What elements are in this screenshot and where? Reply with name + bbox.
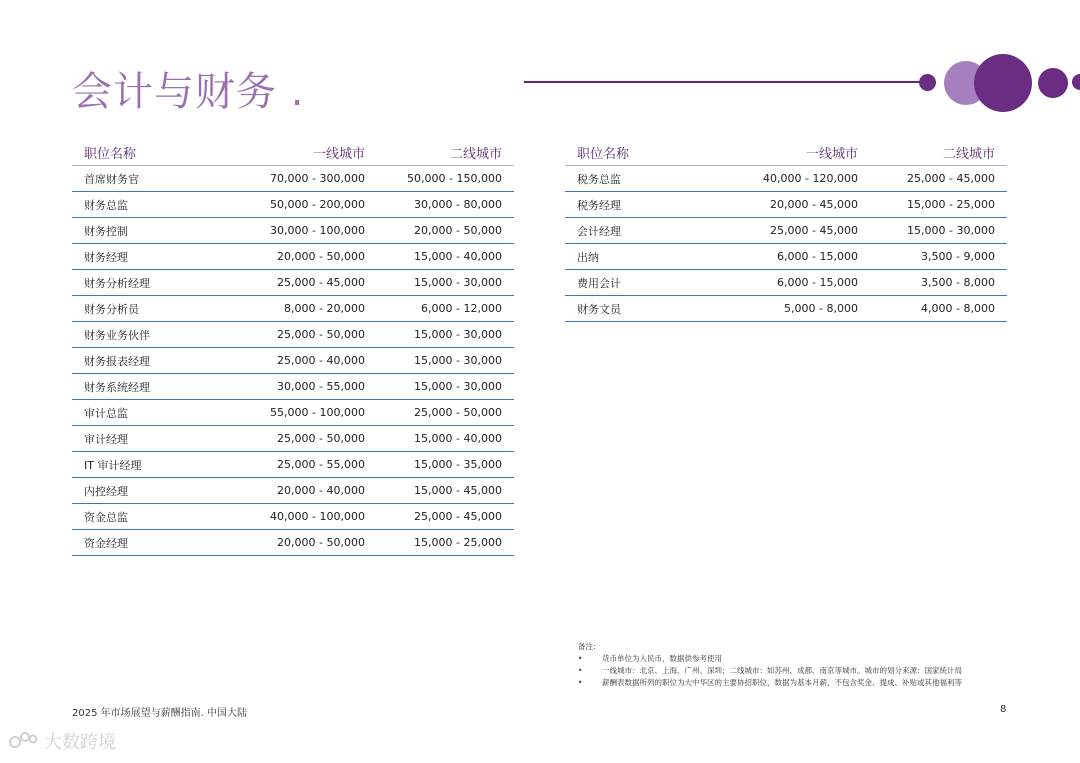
table-row — [565, 296, 1007, 322]
cell-tier1-salary: 20,000 - 50,000 — [240, 244, 377, 270]
cell-tier2-salary: 3,500 - 8,000 — [870, 270, 1007, 296]
cell-position: 费用会计 — [565, 270, 733, 296]
cell-position: 税务总监 — [565, 166, 733, 192]
cell-tier2-salary: 25,000 - 50,000 — [377, 400, 514, 426]
table-header-row — [565, 140, 1007, 166]
table-row — [72, 270, 514, 296]
cell-position: 资金总监 — [72, 504, 240, 530]
cell-tier1-salary: 40,000 - 120,000 — [733, 166, 870, 192]
salary-table-right — [565, 140, 1007, 322]
table-row — [565, 218, 1007, 244]
cell-tier1-salary: 6,000 - 15,000 — [733, 244, 870, 270]
page-number: 8 — [1000, 704, 1007, 715]
cell-position: 财务分析员 — [72, 296, 240, 322]
footnote-item: • 货币单位为人民币，数据供参考使用 — [578, 653, 1008, 665]
salary-table-left — [72, 140, 514, 556]
table-row — [565, 244, 1007, 270]
column-header-tier2: 二线城市 — [870, 140, 1007, 166]
cell-tier1-salary: 30,000 - 55,000 — [240, 374, 377, 400]
table-row — [72, 374, 514, 400]
cell-tier2-salary: 30,000 - 80,000 — [377, 192, 514, 218]
cell-tier1-salary: 30,000 - 100,000 — [240, 218, 377, 244]
cell-tier1-salary: 40,000 - 100,000 — [240, 504, 377, 530]
cell-tier2-salary: 15,000 - 30,000 — [377, 322, 514, 348]
cell-tier1-salary: 20,000 - 45,000 — [733, 192, 870, 218]
watermark-logo-icon — [8, 730, 38, 752]
cell-tier1-salary: 25,000 - 45,000 — [240, 270, 377, 296]
cell-tier2-salary: 15,000 - 30,000 — [377, 270, 514, 296]
decorative-circle — [1072, 74, 1080, 90]
watermark-text: 大数跨境 — [44, 732, 116, 753]
cell-tier1-salary: 50,000 - 200,000 — [240, 192, 377, 218]
cell-tier2-salary: 15,000 - 25,000 — [377, 530, 514, 556]
cell-position: 财务文员 — [565, 296, 733, 322]
footnotes-list — [578, 653, 1008, 689]
cell-position: 财务系统经理 — [72, 374, 240, 400]
table-row — [565, 166, 1007, 192]
cell-tier2-salary: 15,000 - 35,000 — [377, 452, 514, 478]
cell-position: 财务总监 — [72, 192, 240, 218]
decorative-circle — [1038, 68, 1068, 98]
cell-tier2-salary: 15,000 - 30,000 — [870, 218, 1007, 244]
cell-tier1-salary: 25,000 - 50,000 — [240, 322, 377, 348]
cell-position: 审计经理 — [72, 426, 240, 452]
cell-tier1-salary: 55,000 - 100,000 — [240, 400, 377, 426]
cell-position: 会计经理 — [565, 218, 733, 244]
column-header-tier2: 二线城市 — [377, 140, 514, 166]
cell-tier1-salary: 20,000 - 50,000 — [240, 530, 377, 556]
column-header-position: 职位名称 — [72, 140, 240, 166]
decorative-line — [524, 81, 924, 83]
table-row — [72, 478, 514, 504]
footnotes-heading: 备注: — [578, 642, 596, 651]
table-row — [72, 192, 514, 218]
cell-position: 税务经理 — [565, 192, 733, 218]
table-row — [72, 400, 514, 426]
table-row — [72, 426, 514, 452]
column-header-position: 职位名称 — [565, 140, 733, 166]
table-row — [72, 218, 514, 244]
footnote-item: • 薪酬表数据所列的职位为大中华区的主要协招职位，数据为基本月薪，不包含奖金、提成、补贴或其他福利等 — [578, 677, 1008, 689]
cell-tier1-salary: 5,000 - 8,000 — [733, 296, 870, 322]
cell-position: 财务分析经理 — [72, 270, 240, 296]
cell-tier1-salary: 6,000 - 15,000 — [733, 270, 870, 296]
cell-tier2-salary: 4,000 - 8,000 — [870, 296, 1007, 322]
decorative-circle — [919, 74, 936, 91]
cell-tier1-salary: 20,000 - 40,000 — [240, 478, 377, 504]
cell-tier2-salary: 15,000 - 40,000 — [377, 426, 514, 452]
cell-tier2-salary: 50,000 - 150,000 — [377, 166, 514, 192]
table-row — [72, 504, 514, 530]
cell-tier2-salary: 15,000 - 45,000 — [377, 478, 514, 504]
footnote-item: • 一线城市：北京、上海、广州、深圳；二线城市：如苏州、成都、南京等城市。城市的划分来源：国家统计局 — [578, 665, 1008, 677]
cell-position: 财务控制 — [72, 218, 240, 244]
cell-tier2-salary: 3,500 - 9,000 — [870, 244, 1007, 270]
page-title: 会计与财务 . — [72, 69, 305, 115]
table-row — [72, 244, 514, 270]
cell-position: 资金经理 — [72, 530, 240, 556]
cell-position: 首席财务官 — [72, 166, 240, 192]
cell-position: 审计总监 — [72, 400, 240, 426]
cell-tier2-salary: 6,000 - 12,000 — [377, 296, 514, 322]
cell-position: 财务经理 — [72, 244, 240, 270]
footer-text: 2025 年市场展望与薪酬指南. 中国大陆 — [72, 708, 247, 719]
cell-position: 内控经理 — [72, 478, 240, 504]
column-header-tier1: 一线城市 — [733, 140, 870, 166]
cell-tier2-salary: 20,000 - 50,000 — [377, 218, 514, 244]
cell-position: 财务业务伙伴 — [72, 322, 240, 348]
table-row — [72, 296, 514, 322]
watermark — [8, 728, 116, 754]
cell-tier1-salary: 25,000 - 45,000 — [733, 218, 870, 244]
table-header-row — [72, 140, 514, 166]
cell-tier1-salary: 25,000 - 55,000 — [240, 452, 377, 478]
table-row — [72, 530, 514, 556]
cell-tier2-salary: 15,000 - 30,000 — [377, 374, 514, 400]
cell-tier2-salary: 25,000 - 45,000 — [870, 166, 1007, 192]
cell-position: 财务报表经理 — [72, 348, 240, 374]
cell-tier2-salary: 15,000 - 25,000 — [870, 192, 1007, 218]
footnotes — [578, 641, 1008, 689]
table-row — [72, 322, 514, 348]
table-row — [72, 348, 514, 374]
table-row — [565, 270, 1007, 296]
table-row — [72, 452, 514, 478]
cell-position: 出纳 — [565, 244, 733, 270]
cell-tier2-salary: 15,000 - 30,000 — [377, 348, 514, 374]
decorative-circle — [974, 54, 1032, 112]
cell-tier1-salary: 25,000 - 40,000 — [240, 348, 377, 374]
cell-tier1-salary: 70,000 - 300,000 — [240, 166, 377, 192]
cell-tier2-salary: 25,000 - 45,000 — [377, 504, 514, 530]
table-row — [72, 166, 514, 192]
cell-tier1-salary: 25,000 - 50,000 — [240, 426, 377, 452]
cell-position: IT 审计经理 — [72, 452, 240, 478]
table-row — [565, 192, 1007, 218]
cell-tier2-salary: 15,000 - 40,000 — [377, 244, 514, 270]
cell-tier1-salary: 8,000 - 20,000 — [240, 296, 377, 322]
column-header-tier1: 一线城市 — [240, 140, 377, 166]
